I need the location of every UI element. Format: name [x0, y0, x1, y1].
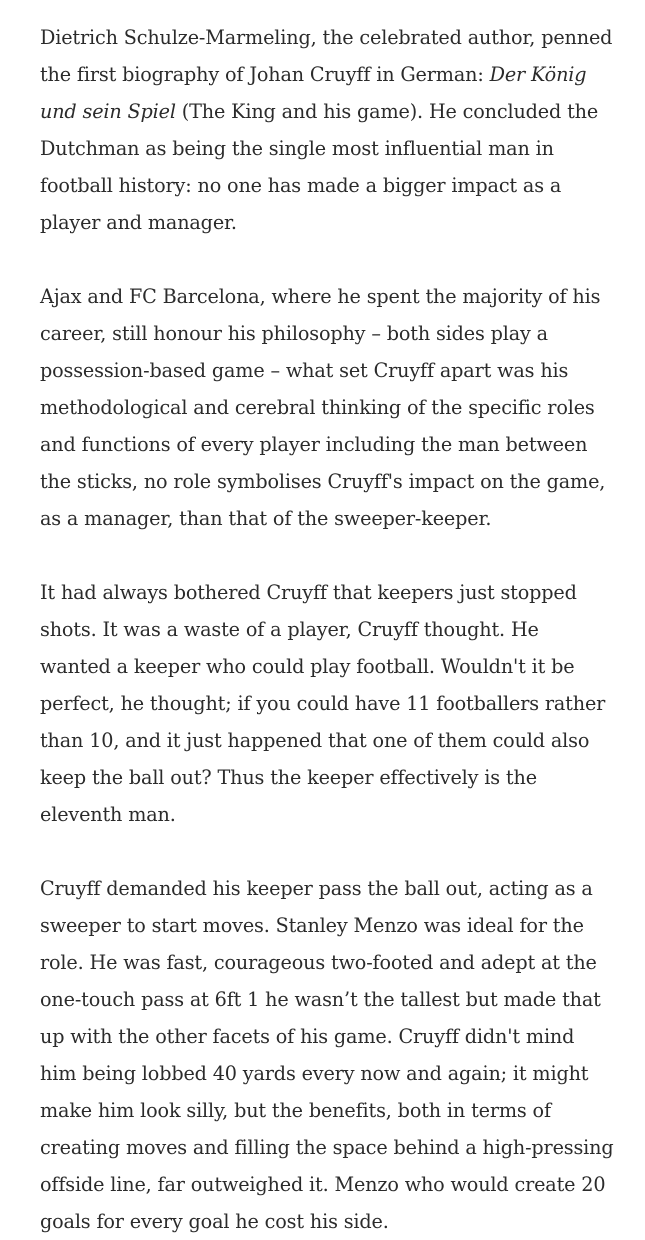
paragraph-biography [40, 19, 615, 241]
paragraph-text: (The King and his game). He concluded the Dutchman as being the single most influential man in football history: no one has made a bigger impact as a player and manager. [40, 100, 599, 234]
article-body [40, 19, 615, 1240]
book-title: Der König und sein Spiel [40, 63, 587, 123]
paragraph-menzo: Cruyff demanded his keeper pass the ball out, acting as a sweeper to start moves. Stanley Menzo was ideal for the role. He was fast, courageous two-footed and adept at the one-touch pass at 6ft 1 he wasn’t the tallest but made that up with the other facets of his game. Cruyff didn't mind him being lobbed 40 yards every now and again; it might make him look silly, but the benefits, both in terms of creating moves and filling the space behind a high-pressing offside line, far outweighed it. Menzo who would create 20 goals for every goal he cost his side. [40, 877, 614, 1233]
paragraph-text: Dietrich Schulze-Marmeling, the celebrated author, penned the first biography of Johan Cruyff in German: [40, 26, 613, 86]
paragraph-philosophy: Ajax and FC Barcelona, where he spent the majority of his career, still honour his philosophy – both sides play a possession-based game – what set Cruyff apart was his methodological and cerebral thinking of the specific roles and functions of every player including the man between the sticks, no role symbolises Cruyff's impact on the game, as a manager, than that of the sweeper-keeper. [40, 285, 606, 530]
paragraph-keeper-idea: It had always bothered Cruyff that keepers just stopped shots. It was a waste of a player, Cruyff thought. He wanted a keeper who could play football. Wouldn't it be perfect, he thought; if you could have 11 footballers rather than 10, and it just happened that one of them could also keep the ball out? Thus the keeper effectively is the eleventh man. [40, 581, 606, 826]
